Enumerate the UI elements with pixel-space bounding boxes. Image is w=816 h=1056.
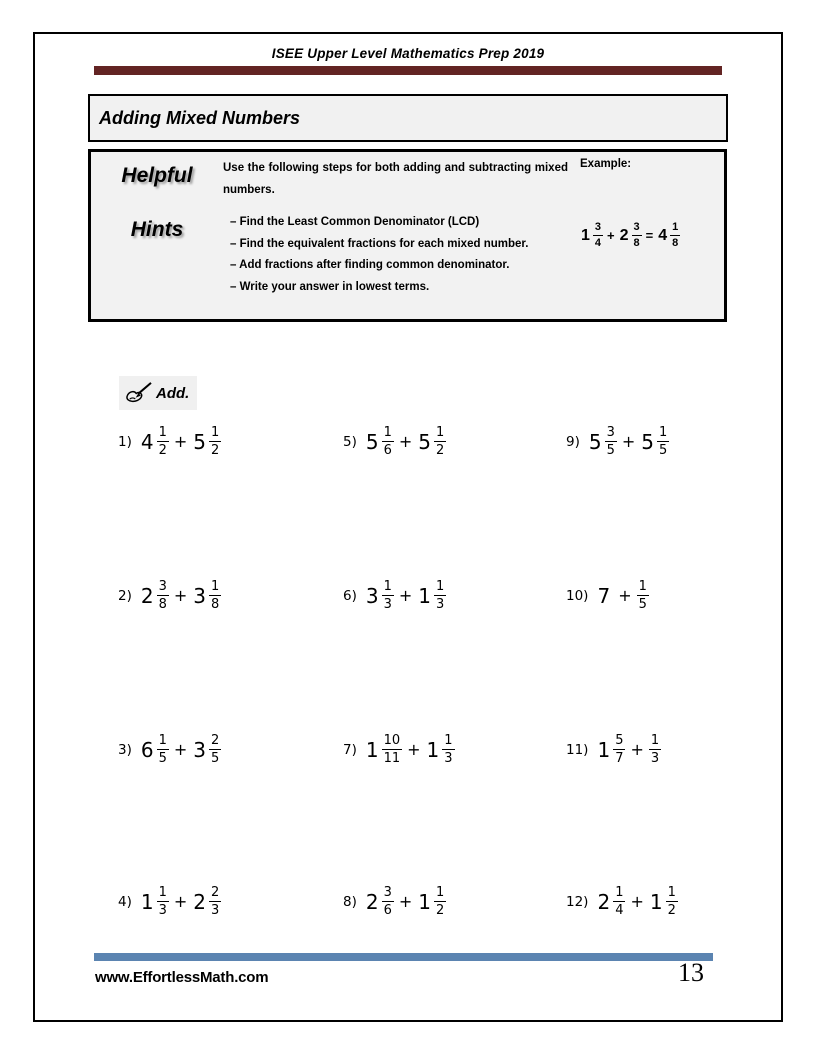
whole-number: 5 [365,429,379,454]
denominator: 2 [436,443,445,458]
problem-expression [140,580,221,611]
mixed-number [596,734,625,765]
fraction [382,886,394,917]
whole-number: 5 [588,429,602,454]
denominator: 3 [444,751,453,766]
mixed-number [365,734,402,765]
footer-divider-bar [94,953,713,961]
mixed-number [596,584,613,608]
plus-operator: + [173,432,188,451]
fraction [209,426,221,457]
problem-item [566,734,661,765]
problem-expression [365,734,455,765]
fraction [649,734,661,765]
numerator: 3 [383,885,392,900]
page-number: 13 [678,958,704,987]
problem-item [118,886,221,917]
mixed-number [417,886,446,917]
problem-expression [365,886,446,917]
mixed-number [140,580,169,611]
problem-number: 7) [343,741,357,758]
whole-number: 1 [418,583,432,608]
fraction [209,886,221,917]
denominator: 8 [158,597,167,612]
hints-intro: Use the following steps for both adding and subtracting mixed numbers. [223,162,568,196]
fraction [382,734,403,765]
hints-label-line1: Helpful [121,164,193,187]
numerator: 1 [436,579,445,594]
denominator: 2 [211,443,220,458]
whole-number: 1 [581,226,590,244]
whole-number: 2 [193,889,207,914]
whole-number: 4 [658,226,668,244]
fraction [434,580,446,611]
plus-operator: + [607,228,615,243]
numerator: 1 [211,579,220,594]
fraction [157,886,169,917]
numerator: 1 [659,425,668,440]
whole-number: 2 [365,889,379,914]
numerator: 3 [158,579,167,594]
problem-expression [596,734,661,765]
whole-number: 3 [365,583,379,608]
whole-number: 1 [426,737,440,762]
denominator: 4 [615,903,624,918]
whole-number: 5 [193,429,207,454]
denominator: 5 [659,443,668,458]
problem-item [343,426,446,457]
fraction [434,886,446,917]
plus-operator: + [407,740,421,759]
denominator: 2 [158,443,167,458]
problem-expression [588,426,669,457]
hint-step: – Add fractions after finding common denominator. [230,259,510,272]
hint-step: – Find the equivalent fractions for each mixed number. [230,237,529,250]
problem-item [343,580,446,611]
whole-number: 1 [597,737,611,762]
fraction [637,580,649,611]
problem-number: 8) [343,893,357,910]
problem-number: 11) [566,741,589,758]
fraction [382,426,394,457]
plus-operator: + [173,586,188,605]
plus-operator: + [398,432,413,451]
problem-item [118,426,221,457]
denominator: 4 [594,237,602,249]
problem-number: 1) [118,433,132,450]
equals-operator: = [645,228,654,243]
problem-expression [140,734,221,765]
problem-expression [596,886,677,917]
footer-url: www.EffortlessMath.com [95,969,269,986]
numerator: 1 [667,885,676,900]
problem-number: 3) [118,741,132,758]
problem-number: 10) [566,587,589,604]
plus-operator: + [398,892,413,911]
denominator: 6 [383,443,392,458]
problem-number: 9) [566,433,580,450]
denominator: 7 [615,751,624,766]
plus-operator: + [621,432,636,451]
whole-number: 5 [418,429,432,454]
denominator: 8 [672,237,679,249]
numerator: 10 [383,733,401,748]
numerator: 1 [383,425,392,440]
mixed-number [140,426,169,457]
whole-number: 4 [140,429,154,454]
mixed-number [192,580,221,611]
mixed-number [192,734,221,765]
whole-number: 1 [649,889,663,914]
plus-operator: + [618,586,632,605]
whole-number: 1 [418,889,432,914]
problem-number: 5) [343,433,357,450]
problem-expression [596,580,648,611]
denominator: 5 [158,751,167,766]
mixed-number [649,734,661,765]
whole-number: 2 [597,889,611,914]
header-title: ISEE Upper Level Mathematics Prep 2019 [271,46,545,61]
mixed-number [637,580,649,611]
whole-number: 6 [140,737,154,762]
fraction [434,426,446,457]
whole-number: 5 [641,429,655,454]
plus-operator: + [173,740,188,759]
denominator: 3 [650,751,660,766]
whole-number: 1 [365,737,379,762]
problem-expression [140,886,221,917]
fraction [613,886,625,917]
fraction [157,426,169,457]
numerator: 1 [670,222,680,236]
denominator: 3 [211,903,220,918]
numerator: 3 [632,222,642,236]
problem-number: 6) [343,587,357,604]
problem-item [343,886,446,917]
hint-step: – Write your answer in lowest terms. [230,281,430,294]
problem-item [118,734,221,765]
fraction [666,886,678,917]
mixed-number [417,580,446,611]
problem-item [566,426,669,457]
numerator: 1 [158,733,167,748]
denominator: 11 [383,751,401,766]
mixed-number [588,426,617,457]
whole-number: 3 [193,737,207,762]
fraction [605,426,617,457]
mixed-number [596,886,625,917]
hints-label-line2: Hints [130,218,184,241]
problem-expression [140,426,221,457]
problem-expression [365,426,446,457]
problem-item [343,734,455,765]
hint-step: – Find the Least Common Denominator (LCD) [230,215,480,228]
problem-item [118,580,221,611]
plus-operator: + [630,740,644,759]
numerator: 1 [638,579,647,594]
numerator: 1 [158,885,167,900]
problem-expression [365,580,446,611]
mixed-number [365,886,394,917]
fraction [157,734,169,765]
mixed-number [649,886,678,917]
fraction [657,426,669,457]
fraction [157,580,169,611]
problem-number: 12) [566,893,589,910]
denominator: 2 [667,903,676,918]
fraction [209,734,221,765]
denominator: 3 [158,903,167,918]
numerator: 1 [436,425,445,440]
denominator: 2 [436,903,445,918]
problem-number: 4) [118,893,132,910]
example-label: Example: [580,158,632,170]
denominator: 5 [606,443,615,458]
numerator: 1 [650,733,660,748]
plus-operator: + [398,586,413,605]
plus-operator: + [630,892,644,911]
numerator: 2 [211,885,220,900]
numerator: 3 [593,222,603,236]
problem-item [566,886,678,917]
numerator: 3 [606,425,615,440]
problem-item [566,580,649,611]
mixed-number [192,426,221,457]
denominator: 5 [211,751,220,766]
plus-operator: + [173,892,188,911]
whole-number: 3 [193,583,207,608]
mixed-number [426,734,455,765]
numerator: 1 [383,579,392,594]
add-label: Add. [156,384,190,402]
denominator: 8 [633,237,640,249]
mixed-number [365,426,394,457]
section-title: Adding Mixed Numbers [99,107,301,128]
whole-number: 2 [140,583,154,608]
numerator: 1 [211,425,220,440]
numerator: 5 [615,733,624,748]
mixed-number [192,886,221,917]
denominator: 6 [383,903,392,918]
fraction [382,580,394,611]
denominator: 5 [638,597,647,612]
whole-number: 2 [619,226,629,244]
whole-number: 1 [140,889,154,914]
fraction [613,734,625,765]
denominator: 3 [383,597,392,612]
mixed-number [140,734,169,765]
mixed-number [417,426,446,457]
mixed-number [365,580,394,611]
whole-number: 7 [597,583,611,608]
mixed-number [140,886,169,917]
numerator: 1 [615,885,624,900]
fraction [209,580,221,611]
numerator: 2 [211,733,220,748]
numerator: 1 [444,733,453,748]
mixed-number [640,426,669,457]
numerator: 1 [436,885,445,900]
numerator: 1 [158,425,167,440]
denominator: 8 [211,597,220,612]
problem-number: 2) [118,587,132,604]
fraction [442,734,454,765]
denominator: 3 [436,597,445,612]
